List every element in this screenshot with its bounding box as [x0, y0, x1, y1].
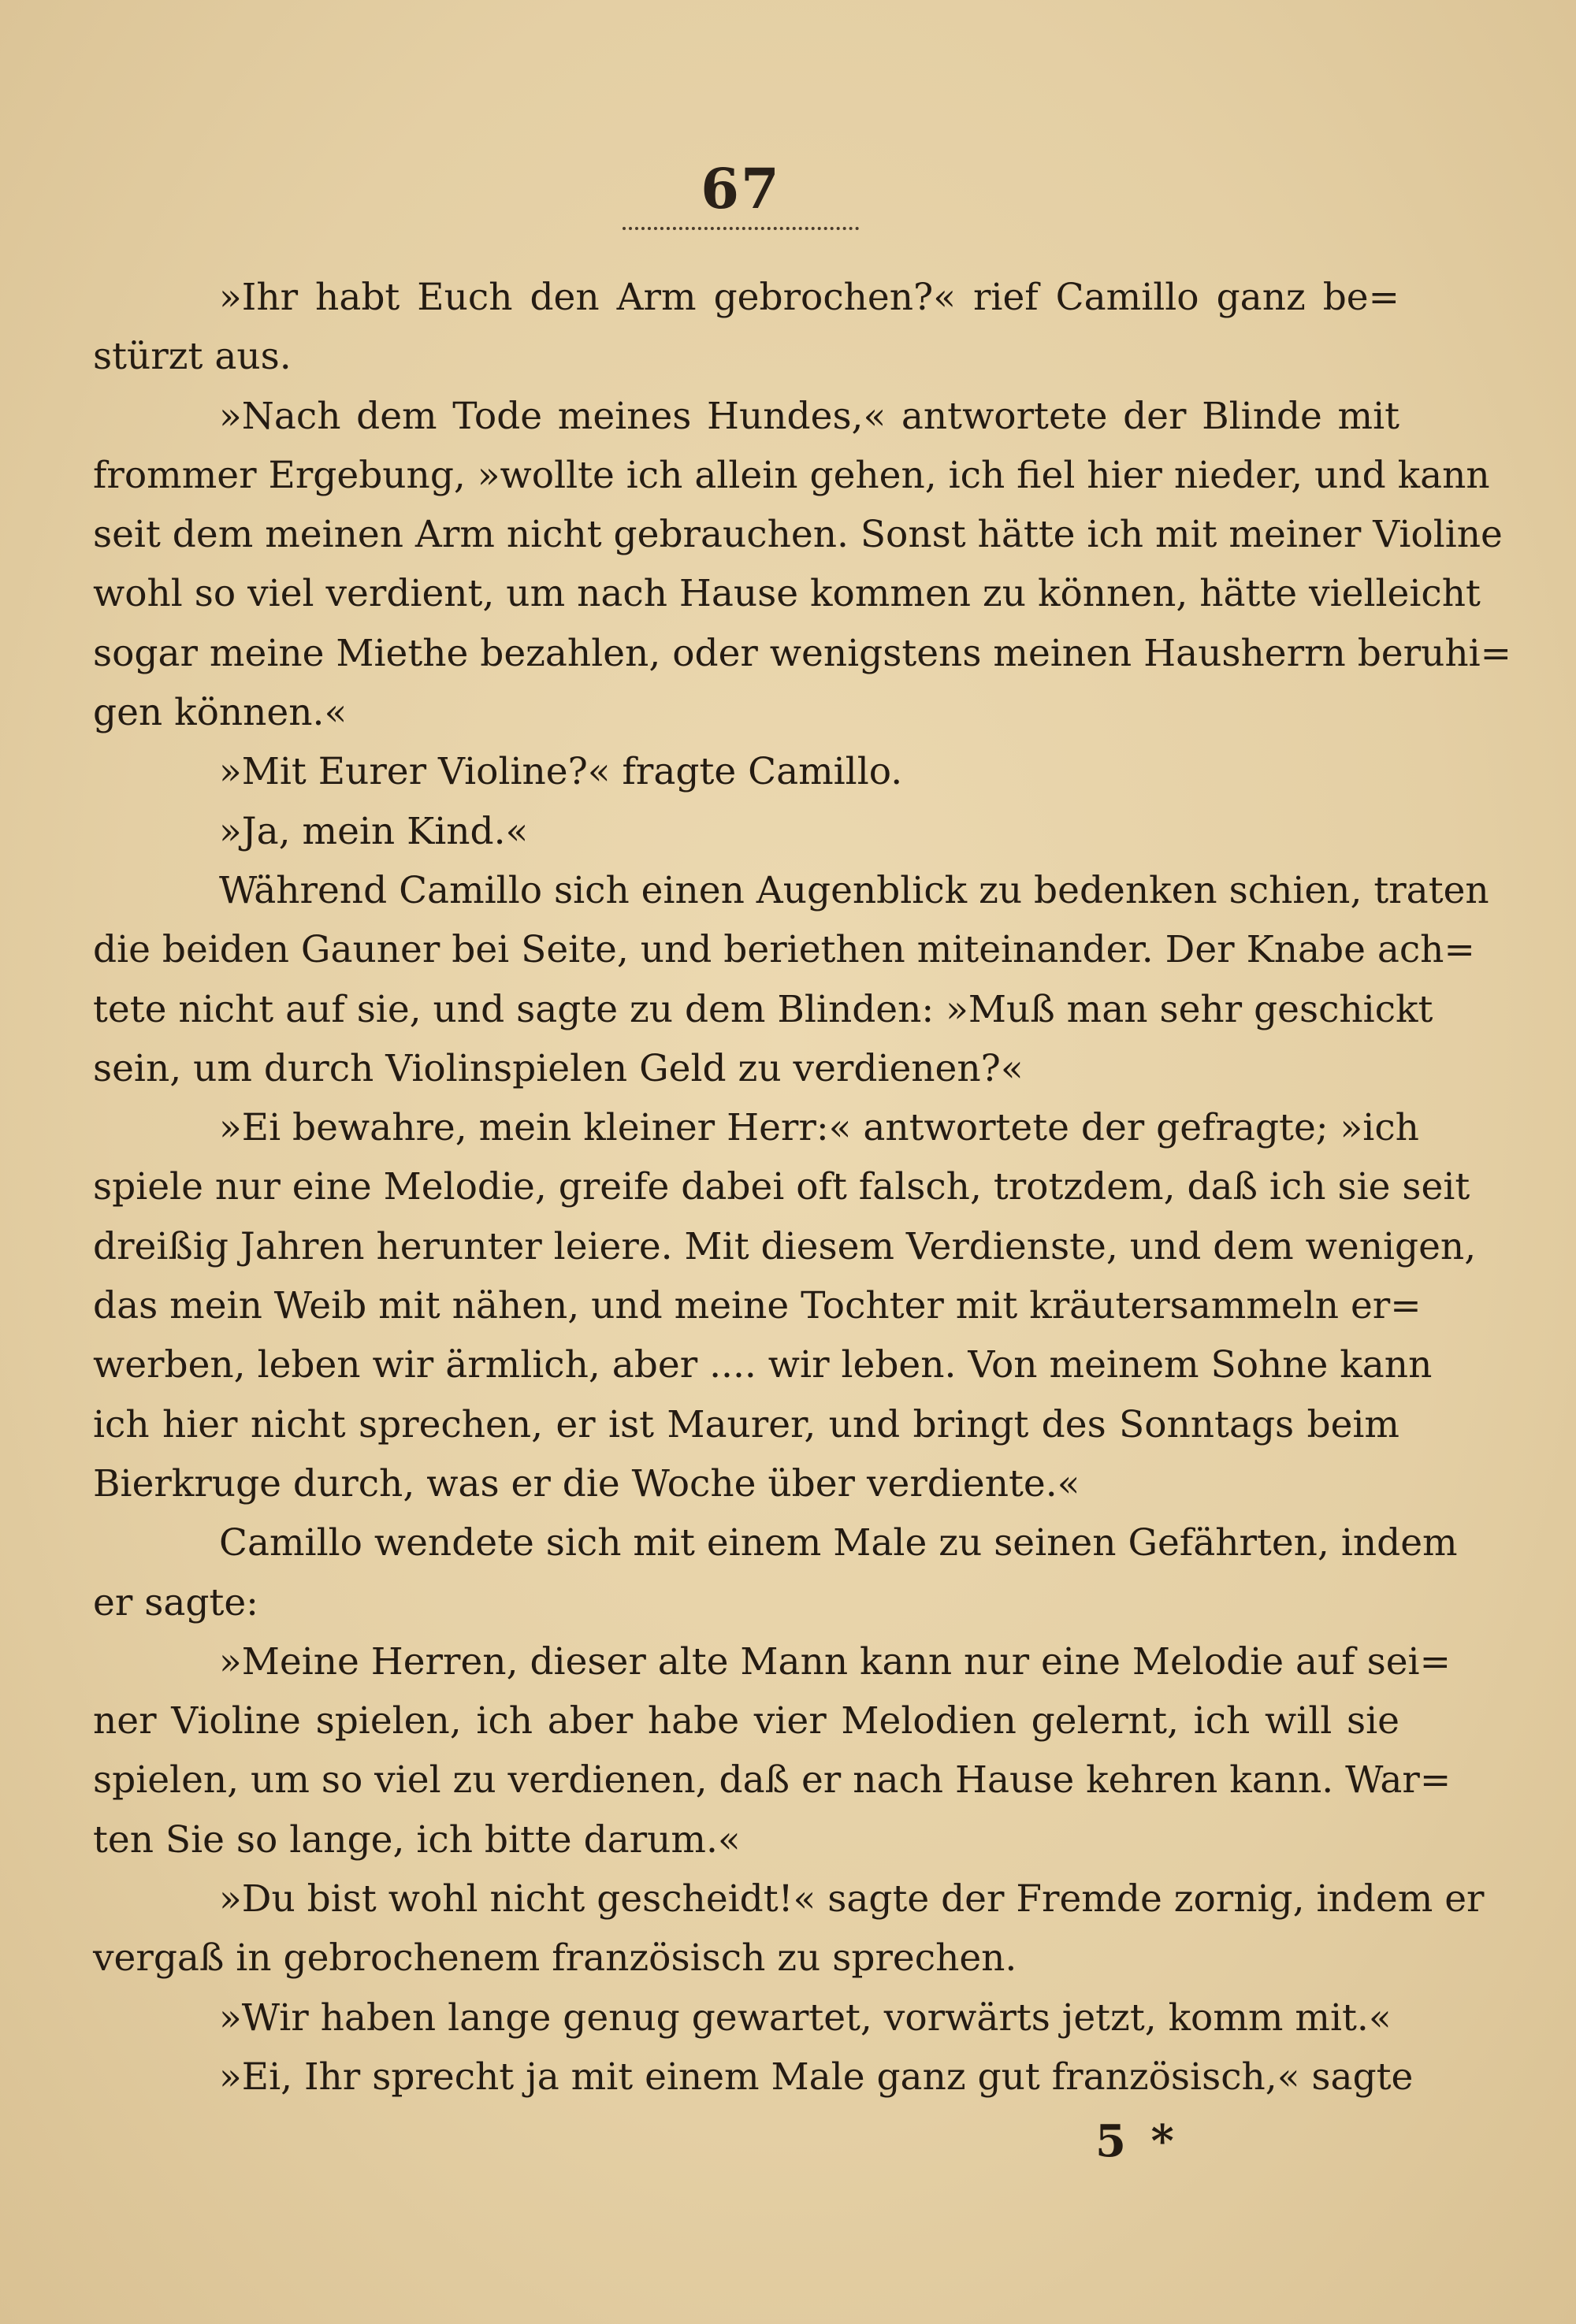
text-line: »Mit Eurer Violine?« fragte Camillo.: [219, 750, 903, 794]
text-line: Camillo wendete sich mit einem Male zu seinen Gefährten, indem: [219, 1521, 1458, 1565]
text-line: das mein Weib mit nähen, und meine Tochter mit kräutersammeln er=: [93, 1284, 1422, 1328]
text-line: die beiden Gauner bei Seite, und beriethen miteinander. Der Knabe ach=: [93, 928, 1475, 972]
page-number: 67: [701, 156, 781, 221]
text-line: »Nach dem Tode meines Hundes,« antwortete der Blinde mit: [219, 394, 1399, 438]
text-line: »Ja, mein Kind.«: [219, 809, 529, 853]
text-line: vergaß in gebrochenem französisch zu sprechen.: [93, 1936, 1017, 1981]
text-line: ner Violine spielen, ich aber habe vier Melodien gelernt, ich will sie: [93, 1699, 1399, 1743]
text-line: »Ei, Ihr sprecht ja mit einem Male ganz gut französisch,« sagte: [219, 2055, 1414, 2099]
text-line: frommer Ergebung, »wollte ich allein gehen, ich fiel hier nieder, und kann: [93, 453, 1490, 497]
text-line: wohl so viel verdient, um nach Hause kommen zu können, hätte vielleicht: [93, 572, 1481, 616]
text-line: ten Sie so lange, ich bitte darum.«: [93, 1817, 741, 1862]
text-line: werben, leben wir ärmlich, aber .... wir leben. Von meinem Sohne kann: [93, 1343, 1433, 1387]
text-line: Bierkruge durch, was er die Woche über verdiente.«: [93, 1461, 1080, 1505]
text-line: »Du bist wohl nicht gescheidt!« sagte der Fremde zornig, indem er: [219, 1877, 1485, 1921]
text-line: »Ihr habt Euch den Arm gebrochen?« rief Camillo ganz be=: [219, 276, 1399, 319]
text-line: »Meine Herren, dieser alte Mann kann nur eine Melodie auf sei=: [219, 1639, 1451, 1684]
body-text: [93, 268, 1512, 2107]
text-line: stürzt aus.: [93, 335, 292, 379]
text-line: »Wir haben lange genug gewartet, vorwärts jetzt, komm mit.«: [219, 1995, 1392, 2040]
text-line: er sagte:: [93, 1580, 258, 1624]
text-line: spielen, um so viel zu verdienen, daß er nach Hause kehren kann. War=: [93, 1758, 1451, 1802]
text-line: dreißig Jahren herunter leiere. Mit diesem Verdienste, und dem wenigen,: [93, 1224, 1477, 1268]
text-line: seit dem meinen Arm nicht gebrauchen. Sonst hätte ich mit meiner Violine: [93, 513, 1503, 557]
signature-mark: 5 *: [1095, 2115, 1179, 2167]
text-line: »Ei bewahre, mein kleiner Herr:« antwortete der gefragte; »ich: [219, 1106, 1419, 1150]
text-line: Während Camillo sich einen Augenblick zu bedenken schien, traten: [219, 868, 1489, 912]
text-line: gen können.«: [93, 691, 348, 735]
text-line: ich hier nicht sprechen, er ist Maurer, und bringt des Sonntags beim: [93, 1402, 1399, 1446]
text-line: spiele nur eine Melodie, greife dabei oft falsch, trotzdem, daß ich sie seit: [93, 1165, 1470, 1209]
header-rule: [623, 227, 859, 230]
text-line: sogar meine Miethe bezahlen, oder wenigstens meinen Hausherrn beruhi=: [93, 631, 1512, 675]
text-line: tete nicht auf sie, und sagte zu dem Blinden: »Muß man sehr geschickt: [93, 987, 1433, 1031]
text-line: sein, um durch Violinspielen Geld zu verdienen?«: [93, 1046, 1024, 1090]
